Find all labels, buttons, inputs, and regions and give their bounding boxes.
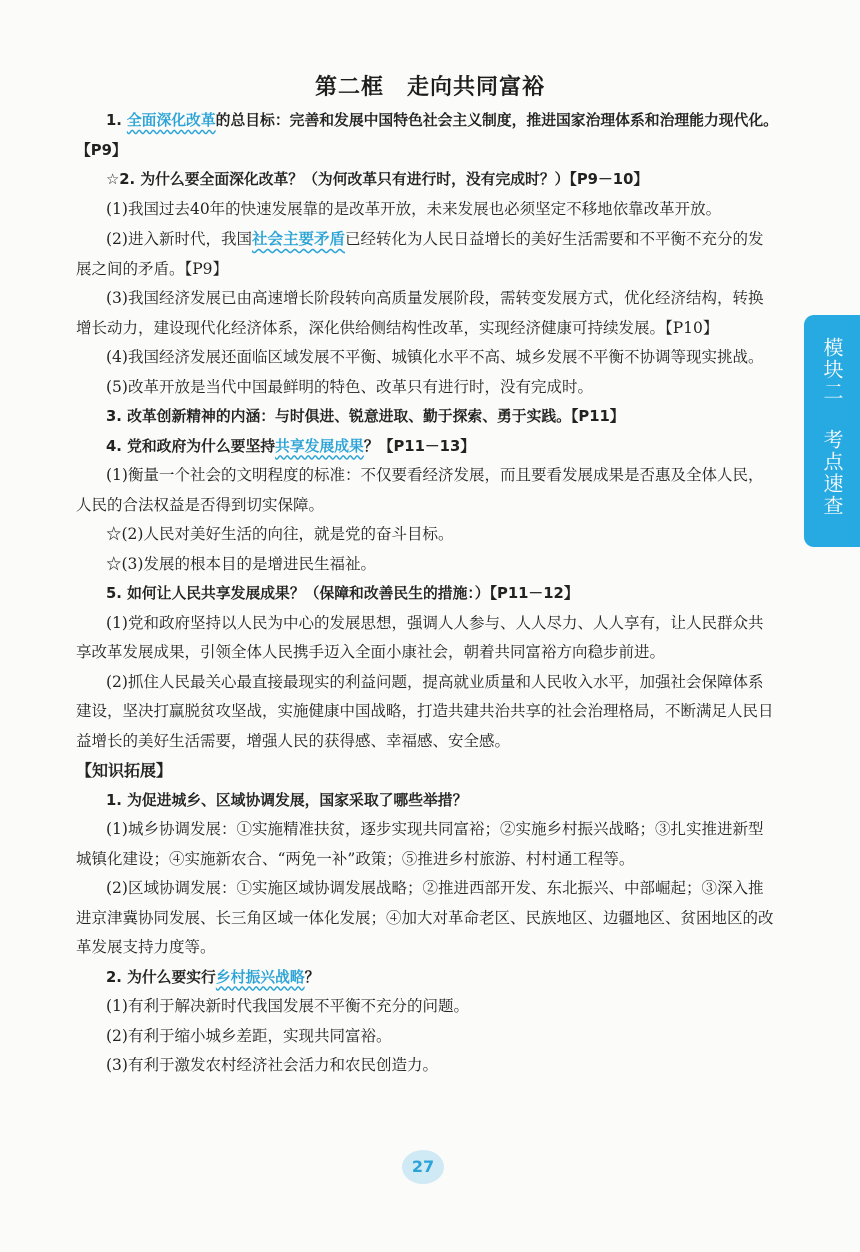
q2-item-3: (3)我国经济发展已由高速增长阶段转向高质量发展阶段，需转变发展方式，优化经济结构，转换增长动力，建设现代化经济体系，深化供给侧结构性改革，实现经济健康可持续发展。【P10】 — [76, 289, 764, 337]
q5-item-1: (1)党和政府坚持以人民为中心的发展思想，强调人人参与、人人尽力、人人享有，让人民群众共享改革发展成果，引领全体人民携手迈入全面小康社会，朝着共同富裕方向稳步前进。 — [76, 613, 764, 661]
q2-item-5: (5)改革开放是当代中国最鲜明的特色、改革只有进行时，没有完成时。 — [106, 377, 593, 396]
q4-heading-pre: 4. 党和政府为什么要坚持 — [106, 437, 276, 455]
q2-item-2 — [76, 224, 778, 284]
ext2-heading — [76, 963, 778, 993]
q2-item-1: (1)我国过去40年的快速发展靠的是改革开放，未来发展也必须坚定不移地依靠改革开放。 — [106, 199, 722, 218]
q2-item-2-post: 已经转化为人民日益增长的美好生活需要和不平衡不充分的发展之间的矛盾。【P9】 — [76, 230, 764, 278]
q1-keyword: 全面深化改革 — [126, 112, 216, 129]
ext1-heading: 1. 为促进城乡、区域协调发展，国家采取了哪些举措？ — [106, 791, 468, 809]
ext2-heading-pre: 2. 为什么要实行 — [106, 968, 216, 986]
side-tab-module: 模块二 — [820, 337, 844, 403]
q2-heading: ☆2. 为什么要全面深化改革？（为何改革只有进行时，没有完成时？）【P9－10】 — [106, 171, 649, 188]
q4-keyword: 共享发展成果 — [275, 437, 364, 455]
ext2-item-1: (1)有利于解决新时代我国发展不平衡不充分的问题。 — [106, 997, 469, 1015]
q3-heading: 3. 改革创新精神的内涵：与时俱进、锐意进取、勤于探索、勇于实践。【P11】 — [106, 408, 625, 425]
ext2-keyword: 乡村振兴战略 — [215, 968, 305, 986]
q4-heading — [76, 432, 778, 462]
q5-item-2: (2)抓住人民最关心最直接最现实的利益问题，提高就业质量和人民收入水平，加强社会保障体系建设，坚决打赢脱贫攻坚战，实施健康中国战略，打造共建共治共享的社会治理格局，不断满足人民日益增长的美好生活需要，增强人民的获得感、幸福感、安全感。 — [76, 672, 774, 750]
q4-item-2: ☆(2)人民对美好生活的向往，就是党的奋斗目标。 — [106, 525, 454, 543]
q4-item-1: (1)衡量一个社会的文明程度的标准：不仅要看经济发展，而且要看发展成果是否惠及全体人民，人民的合法权益是否得到切实保障。 — [76, 466, 764, 514]
page-title: 第二框 走向共同富裕 — [314, 75, 545, 100]
ext2-item-3: (3)有利于激发农村经济社会活力和农民创造力。 — [106, 1056, 438, 1074]
q4-item-3: ☆(3)发展的根本目的是增进民生福祉。 — [106, 554, 376, 573]
module-side-tab — [804, 315, 860, 547]
q2-item-4: (4)我国经济发展还面临区域发展不平衡、城镇化水平不高、城乡发展不平衡不协调等现实挑战。 — [106, 348, 764, 366]
ext2-heading-post: ？ — [304, 968, 320, 986]
side-tab-section: 考点速查 — [820, 429, 844, 517]
q4-heading-post: ？【P11－13】 — [363, 437, 476, 455]
q1-number: 1. — [106, 112, 122, 129]
ext1-item-1: (1)城乡协调发展：①实施精准扶贫，逐步实现共同富裕；②实施乡村振兴战略；③扎实推进新型城镇化建设；④实施新农合、“两免一补”政策；⑤推进乡村旅游、村村通工程等。 — [76, 820, 764, 868]
extension-heading: 【知识拓展】 — [76, 761, 173, 780]
q2-item-2-pre: (2)进入新时代，我国 — [106, 230, 252, 248]
q1-paragraph — [76, 106, 778, 165]
ext1-item-2: (2)区域协调发展：①实施区域协调发展战略；②推进西部开发、东北振兴、中部崛起；③深入推进京津冀协同发展、长三角区域一体化发展；④加大对革命老区、民族地区、边疆地区、贫困地区的改革发展支持力度等。 — [76, 879, 774, 956]
page-number: 27 — [402, 1150, 444, 1184]
q1-text: 的总目标：完善和发展中国特色社会主义制度，推进国家治理体系和治理能力现代化。【P9】 — [76, 112, 778, 159]
q5-heading: 5. 如何让人民共享发展成果？（保障和改善民生的措施：）【P11－12】 — [106, 585, 579, 602]
main-content — [76, 106, 778, 1081]
q2-keyword: 社会主要矛盾 — [251, 229, 345, 248]
ext2-item-2: (2)有利于缩小城乡差距，实现共同富裕。 — [106, 1026, 392, 1045]
